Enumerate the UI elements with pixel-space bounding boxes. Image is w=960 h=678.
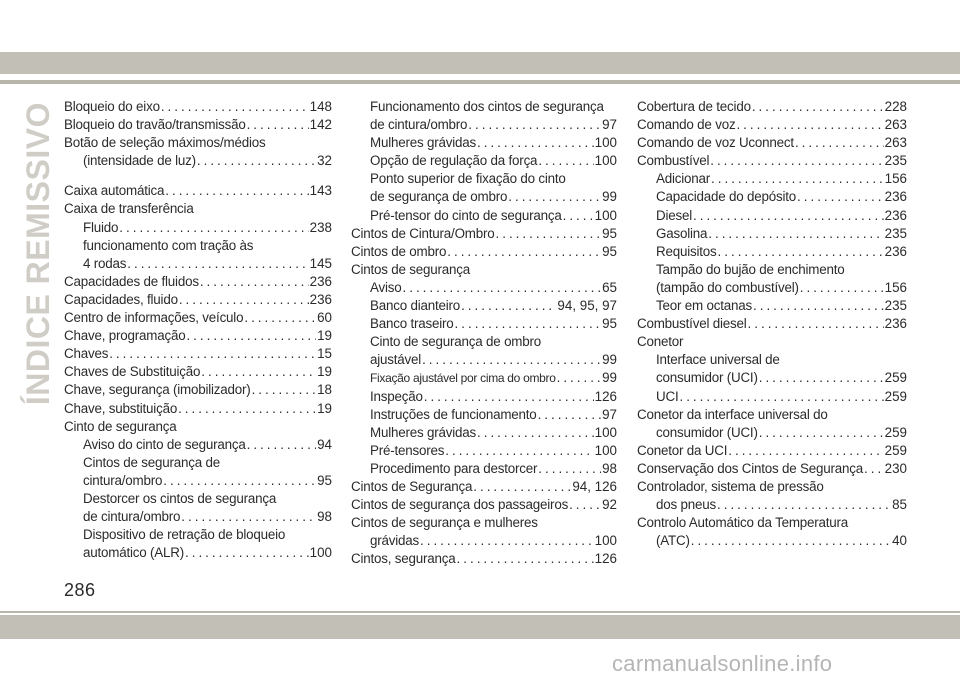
entry-label: Diesel [656,207,693,223]
index-subentry [637,496,907,514]
dot-leader [728,442,883,460]
index-subentry-heading: Ponto superior de fixação do cinto [370,171,566,187]
dot-leader [447,243,601,261]
entry-label: consumidor (UCI) [656,424,758,440]
dot-leader [457,550,594,568]
entry-page-ref: 19 [317,364,332,380]
index-entry [351,478,617,496]
entry-label: Cintos de Segurança [351,478,473,494]
dot-leader [201,363,316,381]
entry-label: Teor em octanas [656,298,752,314]
entry-label: de segurança de ombro [370,189,508,205]
entry-page-ref: 126 [594,551,617,567]
dot-leader [403,279,602,297]
entry-page-ref: 145 [309,255,332,271]
entry-page-ref: 95 [602,316,617,332]
dot-leader [538,406,602,424]
entry-label: Cintos, segurança [351,551,456,567]
index-entry [64,273,332,291]
index-subentry [351,460,617,478]
entry-label: Bloqueio do eixo [64,99,160,114]
dot-leader [252,381,317,399]
entry-label: Cintos de ombro [351,243,447,259]
dot-leader [759,369,884,387]
index-entry-heading: Controlo Automático da Temperatura [637,515,849,531]
index-subentry [637,225,907,243]
dot-leader [691,532,891,550]
entry-page-ref: 100 [594,207,617,223]
index-entry [64,309,332,327]
index-subentry [351,279,617,297]
entry-label: (ATC) [656,533,690,549]
index-subentry-heading: Dispositivo de retração de bloqueio [83,527,286,543]
index-subentry-heading: Cinto de segurança de ombro [370,334,542,350]
dot-leader [473,478,571,496]
entry-page-ref: 100 [594,153,617,169]
index-subentry [637,424,907,442]
index-column-2 [351,98,617,568]
dot-leader [800,279,884,297]
index-subentry [351,406,617,424]
index-subentry [637,297,907,315]
index-entry [64,327,332,345]
dot-leader [557,369,602,387]
entry-page-ref: 142 [309,117,332,133]
entry-page-ref: 156 [884,279,907,295]
entry-page-ref: 94, 126 [572,478,617,494]
top-decor-line [0,80,960,84]
index-entry [351,496,617,514]
entry-label: dos pneus [656,497,716,513]
entry-label: Comando de voz [637,117,736,133]
index-subentry [351,188,617,206]
dot-leader [197,152,316,170]
bottom-decor-band [0,615,960,639]
index-entry [64,182,332,200]
dot-leader [424,388,594,406]
index-subentry-heading: Funcionamento dos cintos de segurança [370,99,604,114]
dot-leader [477,424,594,442]
entry-page-ref: 100 [594,135,617,151]
entry-page-ref: 98 [317,509,332,525]
entry-page-ref: 236 [884,316,907,332]
entry-page-ref: 97 [602,117,617,133]
entry-page-ref: 94 [317,436,332,452]
entry-page-ref: 236 [884,189,907,205]
entry-page-ref: 235 [884,153,907,169]
entry-label: Chaves de Substituição [64,364,201,380]
index-subentry [64,152,332,170]
entry-page-ref: 100 [594,533,617,549]
dot-leader [165,182,308,200]
entry-page-ref: 92 [602,497,617,513]
entry-label: Capacidade do depósito [656,189,797,205]
index-entry-heading: Cinto de segurança [64,418,177,434]
entry-label: Bloqueio do travão/transmissão [64,117,246,133]
dot-leader [711,170,884,188]
index-subentry-heading: Tampão do bujão de enchimento [656,261,845,277]
index-entry [64,98,332,116]
entry-label: Aviso do cinto de segurança [83,436,246,452]
dot-leader [163,472,316,490]
entry-label: Aviso [370,279,402,295]
dot-leader [461,297,556,315]
dot-leader [420,532,594,550]
dot-leader [753,297,884,315]
index-entry [64,381,332,399]
dot-leader [455,315,602,333]
dot-leader [736,116,883,134]
index-entry [64,345,332,363]
entry-label: de cintura/ombro [370,117,468,133]
entry-label: Combustível [637,153,710,169]
index-entry [637,134,907,152]
section-title: ÍNDICE REMISSIVO [20,102,56,406]
index-entry [637,98,907,116]
entry-label: Requisitos [656,243,717,259]
entry-label: Fixação ajustável por cima do ombro [370,371,556,386]
entry-label: Chave, programação [64,328,186,344]
dot-leader [127,255,308,273]
entry-label: Cobertura de tecido [637,99,751,114]
top-decor-band [0,52,960,74]
bottom-decor-line [0,611,960,613]
index-subentry-heading: funcionamento com tração às [83,237,254,253]
index-subentry-heading: Cintos de segurança de [83,454,221,470]
index-subentry [637,388,907,406]
entry-label: Conetor da UCI [637,442,728,458]
entry-label: Capacidades, fluido [64,291,178,307]
dot-leader [752,98,884,116]
entry-label: Centro de informações, veículo [64,310,244,326]
index-subentry-heading: Interface universal de [656,352,780,368]
entry-label: ajustável [370,352,422,368]
entry-label: de cintura/ombro [83,509,181,525]
index-subentry [637,279,907,297]
index-subentry [64,219,332,237]
entry-label: Cintos de segurança dos passageiros [351,497,569,513]
dot-leader [468,116,601,134]
dot-leader [445,442,593,460]
entry-page-ref: 19 [317,400,332,416]
index-entry-heading: Conetor da interface universal do [637,406,828,422]
index-entry [64,291,332,309]
entry-page-ref: 100 [594,442,617,458]
index-entry [64,363,332,381]
entry-page-ref: 60 [317,310,332,326]
dot-leader [693,207,884,225]
entry-page-ref: 32 [317,153,332,169]
entry-label: Fluido [83,219,119,235]
dot-leader [178,400,316,418]
index-subentry [351,207,617,225]
dot-leader [181,508,316,526]
index-subentry [351,388,617,406]
entry-page-ref: 235 [884,298,907,314]
entry-page-ref: 126 [594,388,617,404]
entry-page-ref: 263 [884,117,907,133]
entry-label: grávidas [370,533,420,549]
index-subentry [351,442,617,460]
dot-leader [247,116,309,134]
dot-leader [185,544,309,562]
index-column-3 [637,98,907,550]
index-entry [637,152,907,170]
dot-leader [569,496,601,514]
dot-leader [200,273,309,291]
index-subentry-heading: Destorcer os cintos de segurança [83,490,277,506]
index-subentry [637,532,907,550]
dot-leader [563,207,594,225]
index-subentry [351,315,617,333]
entry-page-ref: 263 [884,135,907,151]
index-entry-heading: Botão de seleção máximos/médios [64,135,266,151]
entry-page-ref: 85 [892,497,907,513]
index-subentry [64,508,332,526]
index-entry [351,225,617,243]
entry-label: Pré-tensores [370,442,445,458]
entry-label: Banco traseiro [370,316,454,332]
entry-page-ref: 97 [602,406,617,422]
entry-label: cintura/ombro [83,472,163,488]
entry-page-ref: 100 [594,424,617,440]
entry-label: Capacidades de fluidos [64,273,199,289]
entry-page-ref: 98 [602,460,617,476]
entry-label: Instruções de funcionamento [370,406,537,422]
entry-page-ref: 99 [602,189,617,205]
entry-page-ref: 259 [884,388,907,404]
dot-leader [496,225,602,243]
entry-label: (intensidade de luz) [83,153,196,169]
entry-label: (tampão do combustível) [656,279,799,295]
dot-leader [797,188,884,206]
index-entry [351,243,617,261]
index-entry-heading: Conetor [637,334,684,350]
entry-page-ref: 95 [317,472,332,488]
entry-label: consumidor (UCI) [656,370,758,386]
index-subentry [637,170,907,188]
index-entry [64,400,332,418]
dot-leader [538,152,593,170]
entry-label: Comando de voz Uconnect [637,135,794,151]
dot-leader [759,424,884,442]
dot-leader [477,134,594,152]
index-subentry [637,207,907,225]
dot-leader [538,460,601,478]
index-subentry [351,369,617,387]
entry-page-ref: 148 [309,99,332,114]
index-subentry [351,351,617,369]
entry-page-ref: 40 [892,533,907,549]
index-subentry [351,532,617,550]
dot-leader [718,243,884,261]
entry-page-ref: 99 [602,370,617,386]
entry-label: Pré-tensor do cinto de segurança [370,207,562,223]
entry-label: UCI [656,388,679,404]
index-entry-heading: Cintos de segurança [351,261,471,277]
entry-page-ref: 230 [884,460,907,476]
dot-leader [109,345,316,363]
index-subentry [351,297,617,315]
page-number: 286 [64,580,96,600]
entry-page-ref: 259 [884,370,907,386]
dot-leader [864,460,884,478]
index-subentry [64,255,332,273]
dot-leader [186,327,316,345]
index-subentry [637,369,907,387]
index-subentry [64,436,332,454]
entry-page-ref: 236 [884,243,907,259]
index-entry [64,116,332,134]
dot-leader [795,134,884,152]
dot-leader [161,98,309,116]
entry-page-ref: 259 [884,424,907,440]
entry-page-ref: 235 [884,225,907,241]
entry-label: Procedimento para destorcer [370,460,538,476]
index-subentry [64,544,332,562]
entry-page-ref: 100 [309,545,332,561]
dot-leader [247,436,317,454]
index-subentry [351,134,617,152]
entry-label: automático (ALR) [83,545,184,561]
dot-leader [422,351,601,369]
entry-page-ref: 65 [602,279,617,295]
entry-page-ref: 236 [309,273,332,289]
entry-page-ref: 95 [602,225,617,241]
index-entry [637,460,907,478]
entry-label: Cintos de Cintura/Ombro [351,225,495,241]
entry-page-ref: 259 [884,442,907,458]
entry-label: Chaves [64,346,109,362]
entry-label: Opção de regulação da força [370,153,538,169]
entry-label: Adicionar [656,171,711,187]
index-entry [637,442,907,460]
index-subentry [351,152,617,170]
watermark: carmanualsonline.info [612,651,833,676]
index-subentry [351,424,617,442]
entry-label: 4 rodas [83,255,127,271]
entry-page-ref: 236 [309,291,332,307]
entry-page-ref: 228 [884,99,907,114]
dot-leader [244,309,316,327]
entry-label: Inspeção [370,388,423,404]
entry-label: Chave, segurança (imobilizador) [64,382,251,398]
index-subentry [351,116,617,134]
index-entry [351,550,617,568]
index-entry-heading: Controlador, sistema de pressão [637,478,824,494]
dot-leader [179,291,309,309]
entry-page-ref: 95 [602,243,617,259]
dot-leader [679,388,883,406]
dot-leader [508,188,601,206]
index-entry-heading: Caixa de transferência [64,201,194,217]
entry-page-ref: 19 [317,328,332,344]
entry-label: Conservação dos Cintos de Segurança [637,460,863,476]
index-subentry [637,188,907,206]
dot-leader [710,152,883,170]
dot-leader [119,219,308,237]
index-column-1 [64,98,332,562]
entry-label: Gasolina [656,225,708,241]
entry-page-ref: 18 [317,382,332,398]
entry-page-ref: 99 [602,352,617,368]
index-entry-heading: Cintos de segurança e mulheres [351,515,538,531]
entry-page-ref: 143 [309,183,332,199]
entry-label: Banco dianteiro [370,298,461,314]
index-subentry [64,472,332,490]
index-subentry [637,243,907,261]
index-entry [637,116,907,134]
entry-page-ref: 15 [317,346,332,362]
entry-label: Mulheres grávidas [370,135,477,151]
index-entry [637,315,907,333]
entry-label: Chave, substituição [64,400,178,416]
entry-page-ref: 156 [884,171,907,187]
dot-leader [717,496,891,514]
dot-leader [708,225,883,243]
entry-label: Caixa automática [64,183,165,199]
entry-page-ref: 94, 95, 97 [557,298,617,314]
entry-page-ref: 236 [884,207,907,223]
entry-label: Mulheres grávidas [370,424,477,440]
entry-page-ref: 238 [309,219,332,235]
dot-leader [748,315,884,333]
entry-label: Combustível diesel [637,316,747,332]
